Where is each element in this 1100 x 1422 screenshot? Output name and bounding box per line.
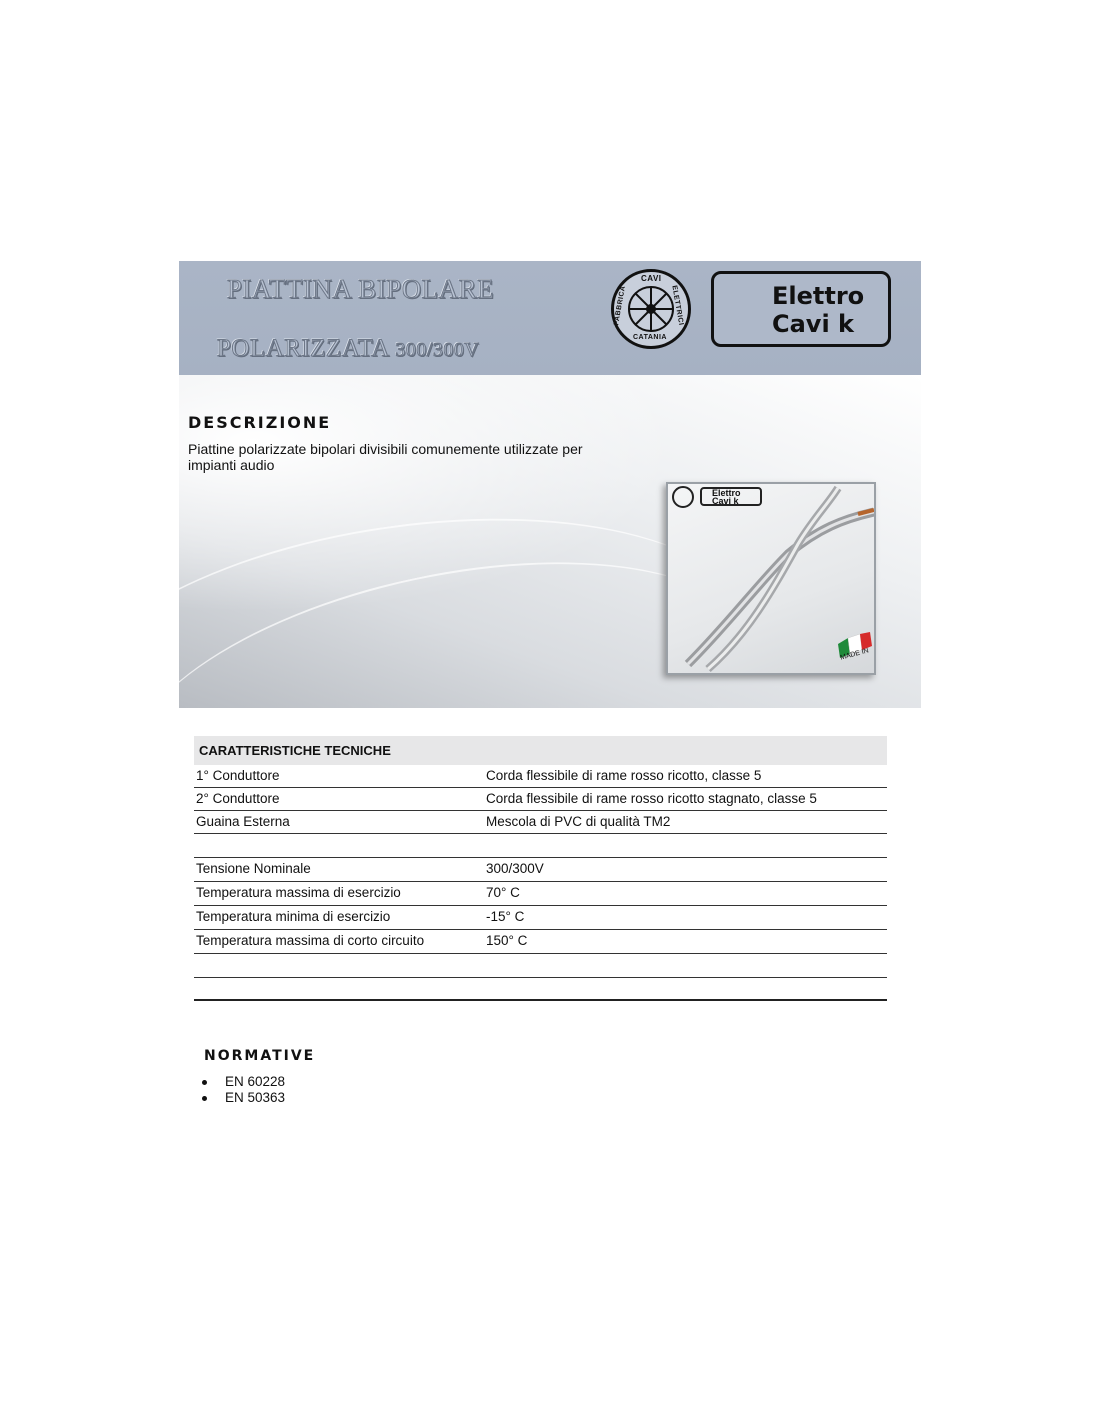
logo-ring-top: CAVI [641,274,662,283]
bullet-icon [202,1080,207,1085]
header-banner [179,261,921,375]
logo-wordmark-box [711,271,891,347]
spec-row [194,811,887,834]
bullet-icon [202,1096,207,1101]
spec-row [194,882,887,906]
spec-row [194,788,887,811]
logo-word-cavik: Cavi k [772,310,854,338]
spec-row [194,906,887,930]
spec-row [194,858,887,882]
product-photo [666,482,876,675]
description-heading: DESCRIZIONE [188,413,332,432]
product-title-voltage: 300/300V [395,339,480,361]
product-title-name: POLARIZZATA [217,335,389,362]
specs-header: CARATTERISTICHE TECNICHE [194,736,887,765]
spec-row [194,978,887,1001]
norm-text: EN 50363 [225,1090,286,1105]
norms-list [200,1074,285,1106]
spec-key: Guaina Esterna [196,814,290,829]
spec-value: 70° C [486,885,520,900]
technical-specs-table [194,736,887,1001]
made-in-label: MADE IN [839,647,870,662]
logo-cable-reel-icon [611,269,691,349]
norm-text: EN 60228 [225,1074,286,1089]
logo-ring-left: FABBRICA [613,285,628,326]
spec-value: Mescola di PVC di qualità TM2 [486,814,671,829]
photo-logo-word2: Cavi k [712,496,739,506]
spec-row [194,834,887,858]
product-title-line1: PIATTINA BIPOLARE [227,274,495,304]
norm-item [200,1090,285,1106]
spec-key: Temperatura massima di corto circuito [196,933,425,948]
spec-value: 300/300V [486,861,544,876]
norm-item [200,1074,285,1090]
logo-word-elettro: Elettro [772,282,865,310]
description-text: Piattine polarizzate bipolari divisibili comunemente utilizzate per impianti audio [188,441,583,473]
spec-key: Temperatura minima di esercizio [196,909,391,924]
norms-heading: NORMATIVE [204,1048,316,1064]
product-title-line2 [217,335,479,363]
spec-key: Tensione Nominale [196,861,311,876]
spec-key: Temperatura massima di esercizio [196,885,401,900]
photo-logo-word1: Elettro [712,488,741,498]
specs-rows [194,765,887,1001]
spec-row [194,930,887,954]
spec-value: -15° C [486,909,525,924]
company-logo [611,269,901,351]
spec-row [194,765,887,788]
spec-row [194,954,887,978]
spec-value: 150° C [486,933,528,948]
spec-value: Corda flessibile di rame rosso ricotto, classe 5 [486,768,762,783]
spec-key: 2° Conduttore [196,791,280,806]
spec-key: 1° Conduttore [196,768,280,783]
spec-value: Corda flessibile di rame rosso ricotto stagnato, classe 5 [486,791,817,806]
logo-ring-right: ELETTRICI [670,284,685,327]
description-panel [179,375,921,708]
logo-ring-bottom: CATANIA [633,334,667,341]
made-in-italy-badge [836,632,874,664]
